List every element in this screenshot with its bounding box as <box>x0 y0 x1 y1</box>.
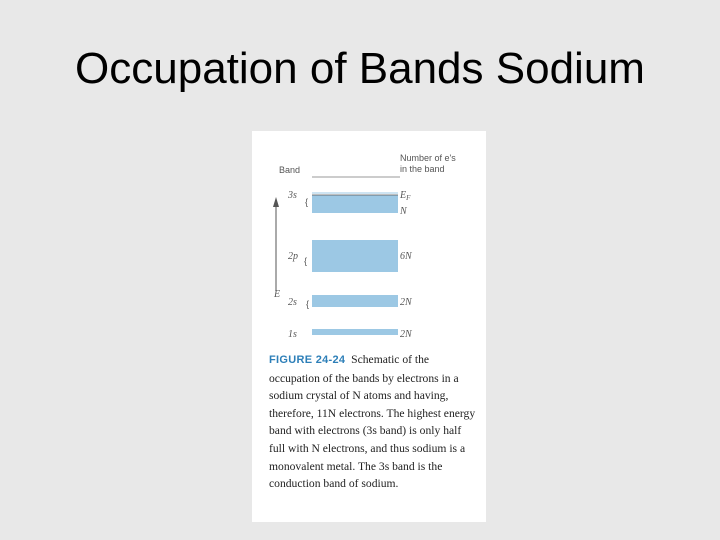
band-3s-brace: { <box>305 197 309 207</box>
slide-title: Occupation of Bands Sodium <box>75 44 645 93</box>
fermi-level-label: $E_F$ <box>400 190 411 202</box>
figure-caption-label: FIGURE 24-24 <box>269 354 346 366</box>
band-figure <box>252 131 486 522</box>
count-column-label-2: in the band <box>400 164 445 174</box>
band-3s-filled <box>312 195 398 213</box>
energy-arrow-icon <box>273 197 279 207</box>
energy-axis-label: E <box>274 289 281 300</box>
band-3s-occupation: N <box>400 206 407 217</box>
band-2s-label: 2s <box>288 297 297 308</box>
band-1s-occupation: 2N <box>400 329 412 340</box>
band-1s-filled <box>312 329 398 335</box>
band-3s-label: 3s <box>288 190 297 201</box>
band-2p-occupation: 6N <box>400 251 412 262</box>
band-column-label: Band <box>279 165 301 175</box>
band-2s-occupation: 2N <box>400 297 412 308</box>
band-2p-brace: { <box>304 256 308 266</box>
figure-caption-text: Schematic of the occupation of the bands by electrons in a sodium crystal of N atoms and having, therefore, 11N electrons. The highest energy band with electrons (3s band) is only half full with N electrons, and thus sodium is a monovalent metal. The 3s band is the conduction band of sodium. <box>269 353 476 491</box>
band-2s-brace: { <box>306 299 310 309</box>
count-column-label: Number of e's <box>400 153 456 163</box>
band-diagram <box>252 131 486 351</box>
band-2p-filled <box>312 240 398 272</box>
band-2p-label: 2p <box>288 251 298 262</box>
band-1s-label: 1s <box>288 329 297 340</box>
band-2s-filled <box>312 295 398 307</box>
figure-caption <box>269 351 479 493</box>
